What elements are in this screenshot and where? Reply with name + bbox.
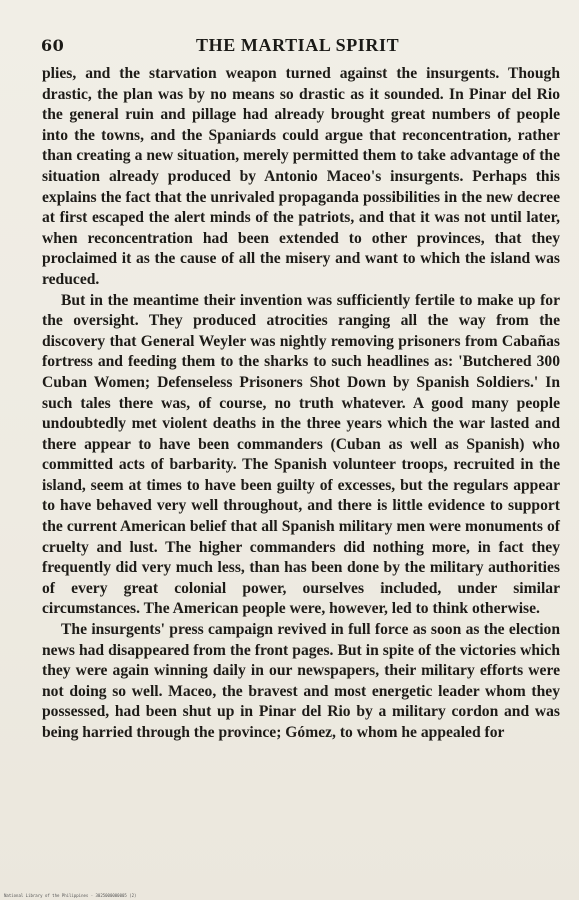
running-title: THE MARTIAL SPIRIT [196,35,400,55]
running-head [41,34,555,58]
paragraph-1: plies, and the starvation weapon turned against the insurgents. Though drastic, the plan was by no means so drastic as it sounded. In Pinar del Rio the general ruin and pillage had already brought great numbers of people into the towns, and the Spaniards could argue that reconcentration, rather than creating a new situation, merely permitted them to take advantage of the situation already produced by Antonio Maceo's insurgents. Perhaps this explains the fact that the unrivaled propaganda possibilities in the new decree at first escaped the alert minds of the patriots, and that it was not until later, when reconcentration had been extended to other provinces, that they proclaimed it as the cause of all the misery and want to which the island was reduced. [42,65,560,288]
paragraph-3: The insurgents' press campaign revived in full force as soon as the election news had disappeared from the front pages. But in spite of the victories which they were again winning daily in our newspapers, their military efforts were not doing so well. Maceo, the bravest and most energetic leader whom they possessed, had been shut up in Pinar del Rio by a military cordon and was being harried through the province; Gómez, to whom he appealed for [42,621,560,741]
page-number: 60 [41,36,65,55]
body-text [42,64,560,744]
scan-credit: National Library of the Philippines · 3025000000005 (2) [4,893,137,898]
paragraph-2: But in the meantime their invention was sufficiently fertile to make up for the oversight. They produced atrocities ranging all the way from the discovery that General Weyler was nightly removing prisoners from Cabañas fortress and feeding them to the sharks to such headlines as: 'Butchered 300 Cuban Women; Defenseless Prisoners Shot Down by Spanish Soldiers.' In such tales there was, of course, no truth whatever. A good many people undoubtedly met violent deaths in the three years which the war lasted and there appear to have been commanders (Cuban as well as Spanish) who committed acts of barbarity. The Spanish volunteer troops, recruited in the island, seem at times to have been guilty of excesses, but the regulars appear to have behaved very well throughout, and there is little evidence to support the current American belief that all Spanish military men were monuments of cruelty and lust. The higher commanders did nothing more, in fact they frequently did very much less, than has been done by the military authorities of every great colonial power, ourselves included, under similar circumstances. The American people were, however, led to think otherwise. [42,291,560,618]
